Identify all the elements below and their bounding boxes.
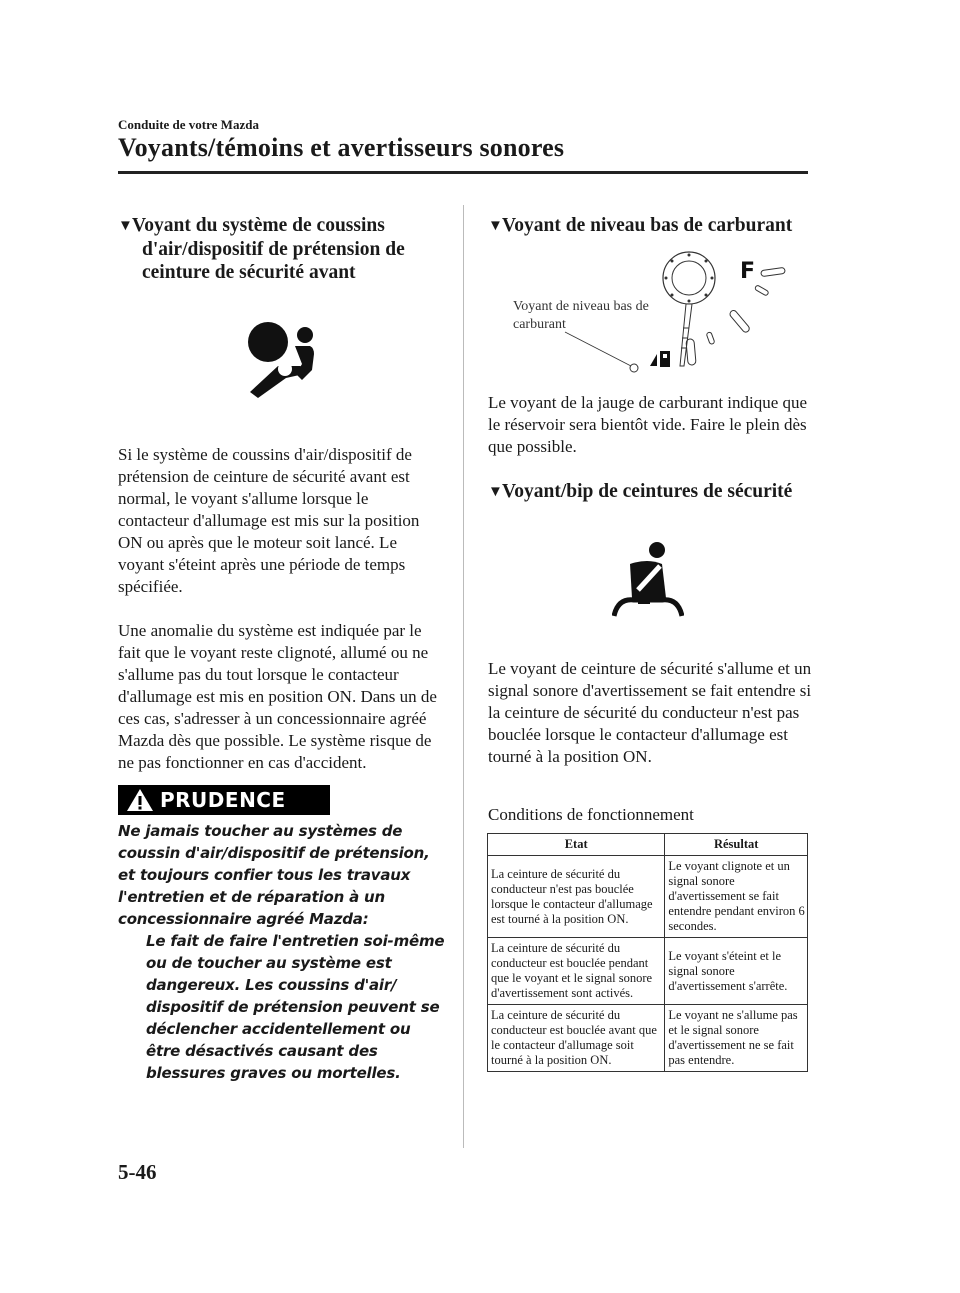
- page-title: Voyants/témoins et avertisseurs sonores: [118, 133, 565, 162]
- heading-marker-icon: ▼: [118, 218, 133, 234]
- section-name: Conduite de votre Mazda: [118, 117, 259, 132]
- table-header-cell: Résultat: [665, 834, 808, 856]
- table-cell: La ceinture de sécurité du conducteur n'est pas bouclée lorsque le contacteur d'allumage est tourné à la position ON.: [488, 856, 665, 938]
- airbag-paragraph-normal: Si le système de coussins d'air/dispositif de prétension de ceinture de sécurité avant est normal, le voyant s'allume lorsque le contacteur d'allumage est mis sur la position ON ou après que le moteur soit lancé. Le voyant s'éteint après une période de temps spécifiée.: [118, 445, 420, 596]
- table-cell: La ceinture de sécurité du conducteur est bouclée avant que le contacteur d'allumage soit tourné à la position ON.: [488, 1005, 665, 1072]
- fuel-paragraph: Le voyant de la jauge de carburant indique que le réservoir sera bientôt vide. Faire le plein dès que possible.: [488, 393, 808, 456]
- table-cell: Le voyant ne s'allume pas et le signal sonore d'avertissement ne se fait pas entendre.: [665, 1005, 808, 1072]
- table-row: [488, 1005, 808, 1072]
- heading-marker-icon: ▼: [488, 484, 503, 500]
- airbag-warning-icon: [244, 320, 320, 398]
- warning-triangle-icon: [126, 788, 154, 812]
- seatbelt-warning-icon: [612, 540, 684, 618]
- header-rule: [118, 171, 808, 174]
- caution-bold-text: Ne jamais toucher au systèmes de coussin d'air/dispositif de prétension, et toujours confier tous les travaux l'entretien et de réparation à un concessionnaire agréé Mazda:: [118, 822, 430, 928]
- caution-label: PRUDENCE: [160, 788, 286, 812]
- full-mark-label: F: [740, 259, 756, 284]
- table-header-cell: Etat: [488, 834, 665, 856]
- page-number: 5-46: [118, 1160, 157, 1184]
- conditions-label: Conditions de fonctionnement: [488, 805, 694, 824]
- seatbelt-heading: ▼Voyant/bip de ceintures de sécurité: [488, 481, 793, 502]
- caution-detail-text: Le fait de faire l'entretien soi-même ou de toucher au système est dangereux. Les coussins d'air/ dispositif de prétension peuvent se déclencher accidentellement ou être désactivés causant des blessures graves ou mortelles.: [146, 932, 445, 1082]
- fuel-heading: ▼Voyant de niveau bas de carburant: [488, 215, 793, 236]
- table-header-row: [488, 834, 808, 856]
- column-divider: [463, 205, 464, 1148]
- table-cell: Le voyant clignote et un signal sonore d'avertissement se fait entendre pendant environ 6 secondes.: [665, 856, 808, 938]
- table-cell: Le voyant s'éteint et le signal sonore d'avertissement s'arrête.: [665, 938, 808, 1005]
- conditions-table: [487, 833, 808, 1072]
- table-row: [488, 856, 808, 938]
- airbag-heading: ▼Voyant du système de coussins d'air/dispositif de prétension de ceinture de sécurité avant: [118, 215, 405, 283]
- seatbelt-paragraph: Le voyant de ceinture de sécurité s'allume et un signal sonore d'avertissement se fait entendre si la ceinture de sécurité du conducteur n'est pas bouclée lorsque le contacteur d'allumage est tourné à la position ON.: [488, 659, 812, 766]
- fuel-callout-label: Voyant de niveau bas de carburant: [513, 299, 649, 332]
- table-row: [488, 938, 808, 1005]
- heading-marker-icon: ▼: [488, 218, 503, 234]
- caution-banner: [118, 785, 330, 815]
- airbag-paragraph-anomaly: Une anomalie du système est indiquée par le fait que le voyant reste clignoté, allumé ou ne s'allume pas du tout lorsque le contacteur d'allumage est mis en position ON. Dans un de ces cas, s'adresser à un concessionnaire agréé Mazda dès que possible. Le système risque de ne pas fonctionner en cas d'accident.: [118, 621, 437, 772]
- table-cell: La ceinture de sécurité du conducteur est bouclée pendant que le voyant et le signal sonore d'avertissement sont activés.: [488, 938, 665, 1005]
